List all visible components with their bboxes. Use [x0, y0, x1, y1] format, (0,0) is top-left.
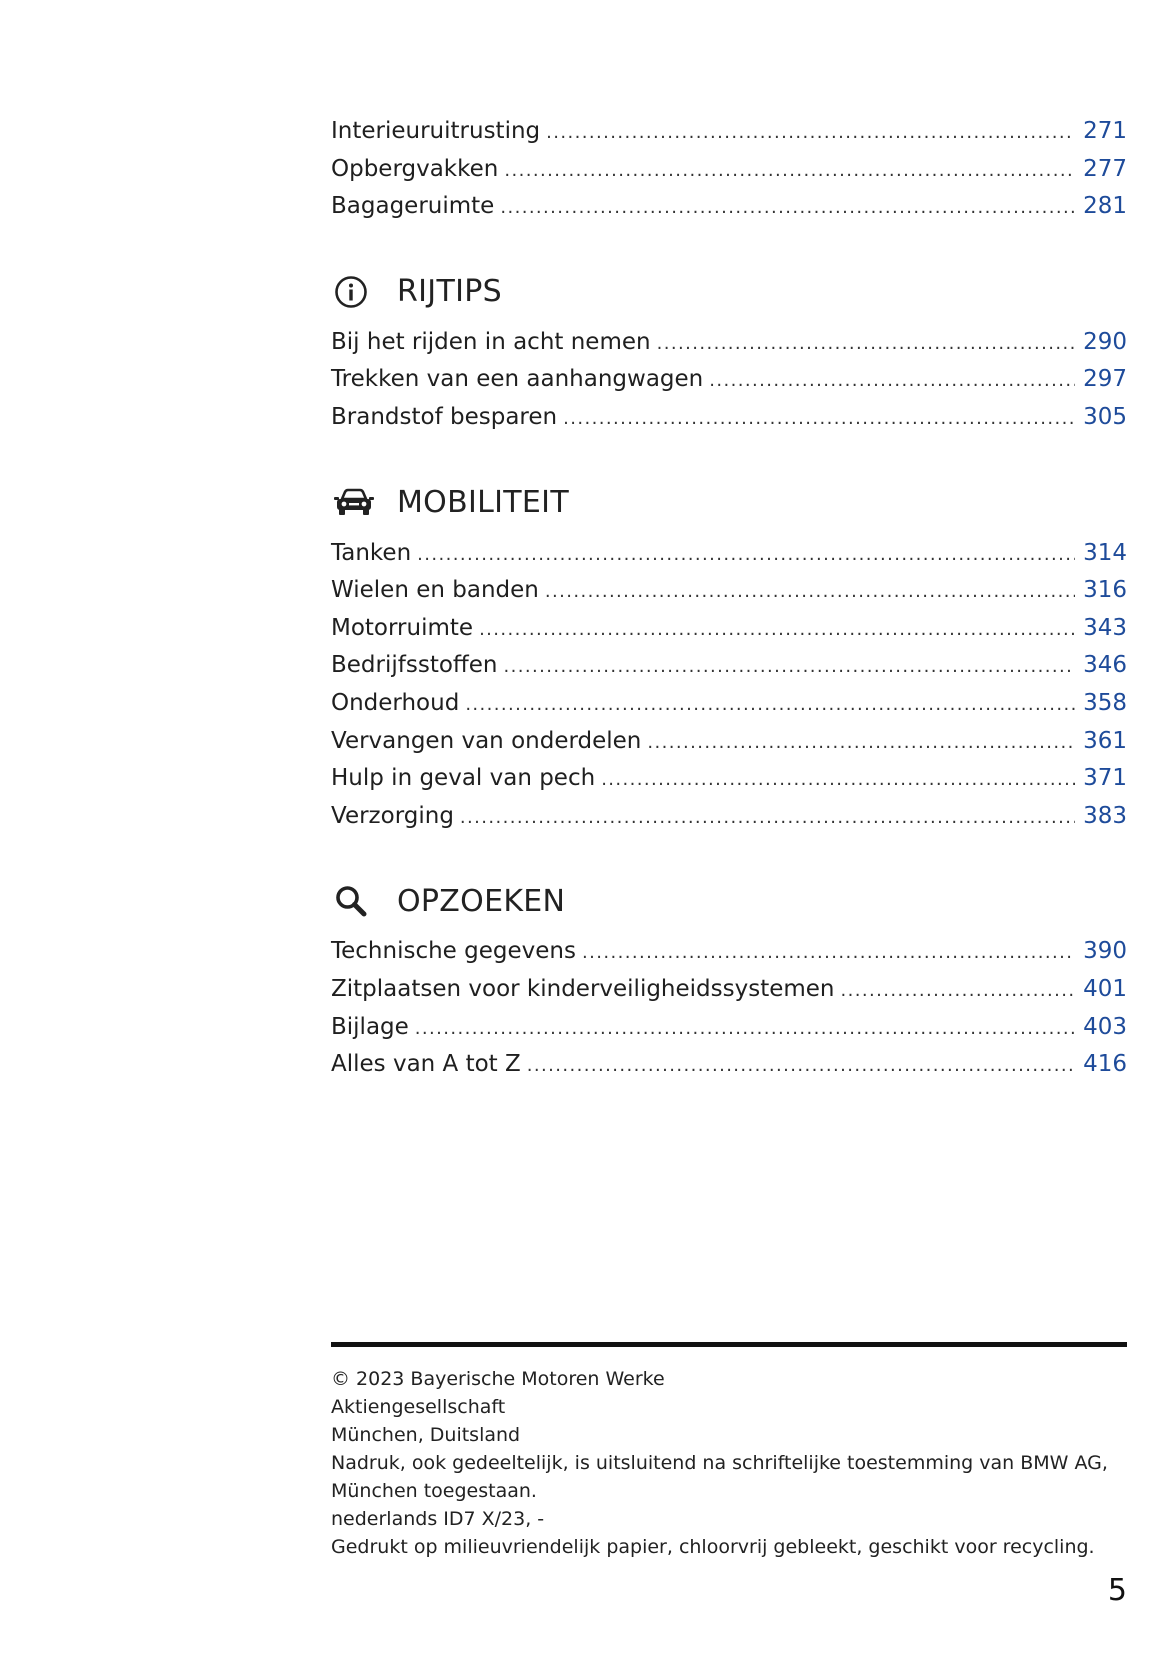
toc-entry-label: Bij het rijden in acht nemen: [331, 328, 651, 355]
search-icon: [331, 881, 380, 921]
toc-entry[interactable]: [331, 803, 1127, 841]
toc-page-link[interactable]: 390: [1083, 938, 1127, 965]
toc-entry-label: Bijlage: [331, 1013, 409, 1040]
dot-leader: [841, 980, 1076, 1001]
toc-entry[interactable]: [331, 329, 1127, 367]
toc-page-link[interactable]: 316: [1083, 577, 1127, 604]
toc-entry[interactable]: [331, 1051, 1127, 1089]
dot-leader: [415, 1018, 1075, 1039]
toc-entry-label: Alles van A tot Z: [331, 1051, 521, 1078]
toc-page-link[interactable]: 371: [1083, 765, 1127, 792]
toc-entry-label: Brandstof besparen: [331, 403, 558, 430]
toc-page-link[interactable]: 358: [1083, 689, 1127, 716]
dot-leader: [657, 333, 1076, 354]
toc-page-link[interactable]: 277: [1083, 155, 1127, 182]
info-circle-icon: [331, 272, 380, 312]
toc-entry[interactable]: [331, 728, 1127, 766]
dot-leader: [479, 619, 1075, 640]
toc-entry-label: Wielen en banden: [331, 577, 539, 604]
toc-section: [331, 118, 1127, 231]
toc-entry[interactable]: [331, 765, 1127, 803]
footer-line: Aktiengesellschaft: [331, 1396, 506, 1418]
toc-entry[interactable]: [331, 976, 1127, 1014]
toc-entry[interactable]: [331, 540, 1127, 578]
toc-entry[interactable]: [331, 1014, 1127, 1052]
toc-entry[interactable]: [331, 938, 1127, 976]
toc-entry[interactable]: [331, 193, 1127, 231]
toc-entry-label: Vervangen van onderdelen: [331, 727, 642, 754]
toc-entry-label: Onderhoud: [331, 689, 460, 716]
toc-entry-label: Zitplaatsen voor kinderveiligheidssystemen: [331, 975, 835, 1002]
toc-page-link[interactable]: 403: [1083, 1013, 1127, 1040]
dot-leader: [417, 544, 1075, 565]
section-title: MOBILITEIT: [397, 485, 569, 521]
footer-line: © 2023 Bayerische Motoren Werke: [331, 1368, 665, 1390]
toc-entry-label: Bagageruimte: [331, 193, 495, 220]
toc-entry[interactable]: [331, 652, 1127, 690]
dot-leader: [460, 807, 1075, 828]
toc-page-link[interactable]: 305: [1083, 403, 1127, 430]
toc-entry-label: Hulp in geval van pech: [331, 765, 596, 792]
toc-entry[interactable]: [331, 615, 1127, 653]
dot-leader: [504, 160, 1075, 181]
footer-line: München, Duitsland: [331, 1424, 521, 1446]
footer-line: München toegestaan.: [331, 1480, 537, 1502]
toc-entry-label: Bedrijfsstoffen: [331, 652, 498, 679]
dot-leader: [563, 408, 1075, 429]
toc-page-link[interactable]: 416: [1083, 1051, 1127, 1078]
table-of-contents: [331, 118, 1127, 1124]
section-heading: [331, 266, 1127, 318]
dot-leader: [500, 197, 1075, 218]
page-number: 5: [1107, 1573, 1127, 1608]
imprint-footer: [331, 1342, 1127, 1561]
dot-leader: [465, 694, 1075, 715]
toc-entry-label: Verzorging: [331, 802, 454, 829]
toc-entry-label: Opbergvakken: [331, 155, 499, 182]
dot-leader: [527, 1055, 1075, 1076]
dot-leader: [647, 732, 1075, 753]
toc-entry-label: Tanken: [331, 539, 412, 566]
toc-entry-label: Interieuruitrusting: [331, 118, 541, 144]
toc-entry-label: Motorruimte: [331, 614, 474, 641]
footer-line: Nadruk, ook gedeeltelijk, is uitsluitend na schriftelijke toestemming van BMW AG,: [331, 1452, 1108, 1474]
toc-entry[interactable]: [331, 690, 1127, 728]
toc-page-link[interactable]: 383: [1083, 802, 1127, 829]
toc-page-link[interactable]: 401: [1083, 975, 1127, 1002]
dot-leader: [545, 581, 1075, 602]
section-title: RIJTIPS: [397, 274, 502, 310]
dot-leader: [504, 656, 1076, 677]
toc-section: [331, 875, 1127, 1088]
section-title: OPZOEKEN: [397, 883, 566, 919]
dot-leader: [582, 942, 1075, 963]
dot-leader: [709, 370, 1075, 391]
section-heading: [331, 875, 1127, 927]
toc-entry-label: Trekken van een aanhangwagen: [331, 366, 704, 393]
toc-page-link[interactable]: 290: [1083, 328, 1127, 355]
toc-page-link[interactable]: 297: [1083, 366, 1127, 393]
toc-page-link[interactable]: 271: [1083, 118, 1127, 144]
footer-divider: [331, 1342, 1127, 1347]
toc-page-link[interactable]: 314: [1083, 539, 1127, 566]
toc-page-link[interactable]: 343: [1083, 614, 1127, 641]
toc-entry[interactable]: [331, 577, 1127, 615]
car-icon: [331, 483, 380, 523]
toc-page-link[interactable]: 361: [1083, 727, 1127, 754]
toc-page-link[interactable]: 281: [1083, 193, 1127, 220]
imprint-text: [331, 1365, 1127, 1561]
dot-leader: [546, 122, 1075, 143]
toc-entry[interactable]: [331, 118, 1127, 156]
toc-entry[interactable]: [331, 366, 1127, 404]
toc-section: [331, 266, 1127, 442]
toc-entry[interactable]: [331, 404, 1127, 442]
footer-line: Gedrukt op milieuvriendelijk papier, chloorvrij gebleekt, geschikt voor recycling.: [331, 1536, 1095, 1558]
toc-section: [331, 477, 1127, 841]
section-heading: [331, 477, 1127, 529]
dot-leader: [601, 769, 1075, 790]
footer-line: nederlands ID7 X/23, -: [331, 1508, 545, 1530]
toc-page-link[interactable]: 346: [1083, 652, 1127, 679]
toc-entry-label: Technische gegevens: [331, 938, 576, 965]
toc-entry[interactable]: [331, 156, 1127, 194]
